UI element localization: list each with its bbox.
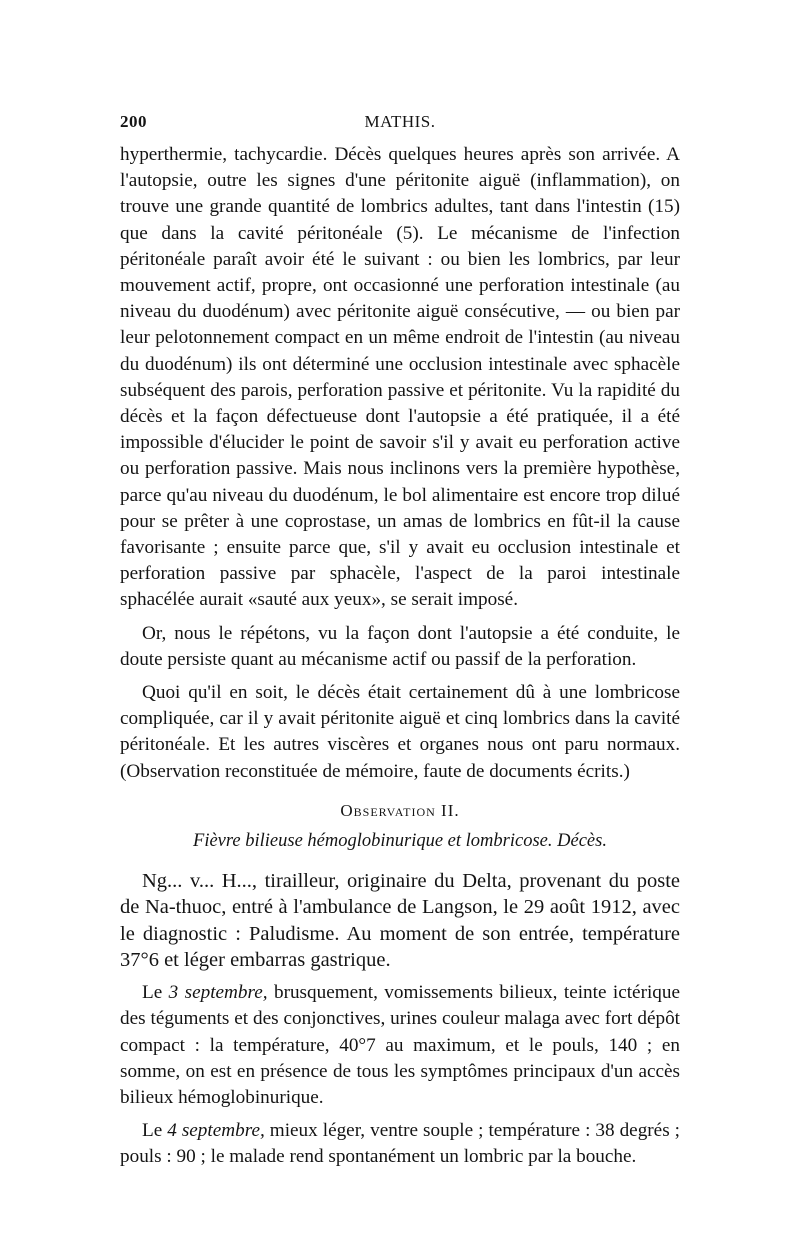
paragraph-autopsy: hyperthermie, tachycardie. Décès quelques heures après son arrivée. A l'autopsie, outre les signes d'une péritonite aiguë (inflammation), on trouve une grande quantité de lombrics adultes, tant dans l'intestin (15) que dans la cavité péritonéale (5). Le mécanisme de l'infection péritonéale paraît avoir été le suivant : ou bien les lombrics, par leur mouvement actif, propre, ont occasionné une perforation intestinale (au niveau du duodénum) avec péritonite aiguë consécutive, — ou bien par leur pelotonnement compact en un même endroit de l'intestin (au niveau du duodénum) ils ont déterminé une occlusion intestinale avec sphacèle subséquent des parois, perforation passive et péritonite. Vu la rapidité du décès et la façon défectueuse dont l'autopsie a été pratiquée, il a été impossible d'élucider le point de savoir s'il y avait eu perforation active ou perforation passive. Mais nous inclinons vers la première hypothèse, parce qu'au niveau du duodénum, le bol alimentaire est encore trop dilué pour se prêter à une coprostase, un amas de lombrics en fût-il la cause favorisante ; ensuite parce que, s'il y avait eu occlusion intestinale et perforation passive par sphacèle, l'aspect de la paroi intestinale sphacélée aurait «sauté aux yeux», se serait imposé.: [120, 144, 680, 611]
page-number: 200: [120, 112, 147, 131]
observation-paragraph-admission: Ng... v... H..., tirailleur, originaire du Delta, provenant du poste de Na-thuoc, entré à l'ambulance de Langson, le 29 août 1912, avec le diagnostic : Paludisme. Au moment de son entrée, température 37°6 et léger embarras gastrique.: [120, 870, 680, 971]
page-header: [120, 112, 680, 138]
le-word: Le: [142, 982, 169, 1004]
running-head: MATHIS.: [364, 112, 436, 131]
observation-paragraph-sept3: [120, 980, 680, 1111]
observation-title: Observation II.: [340, 800, 460, 820]
observation-subtitle: Fièvre bilieuse hémoglobinurique et lombricose. Décès.: [193, 831, 607, 852]
sept4-text: mieux léger, ventre souple ; température : 38 degrés ; pouls : 90 ; le malade rend spontanément un lombric par la bouche.: [120, 1120, 680, 1168]
date-sept3: 3 septembre,: [168, 982, 268, 1004]
le-word: Le: [142, 1120, 168, 1142]
observation-paragraph-sept4: [120, 1118, 680, 1170]
paragraph-doubt: Or, nous le répétons, vu la façon dont l'autopsie a été conduite, le doute persiste quant au mécanisme actif ou passif de la perforation.: [120, 622, 680, 670]
paragraph-conclusion: Quoi qu'il en soit, le décès était certainement dû à une lombricose compliquée, car il y avait péritonite aiguë et cinq lombrics dans la cavité péritonéale. Et les autres viscères et organes nous ont paru normaux. (Observation reconstituée de mémoire, faute de documents écrits.): [120, 682, 680, 782]
body-text: [120, 142, 680, 1171]
date-sept4: 4 septembre,: [167, 1120, 265, 1142]
sept3-text: brusquement, vomissements bilieux, teinte ictérique des téguments et des conjonctives, urines couleur malaga avec fort dépôt compact : la température, 40°7 au maximum, et le pouls, 140 ; en somme, on est en présence de tous les symptômes principaux d'un accès bilieux hémoglobinurique.: [120, 982, 680, 1108]
